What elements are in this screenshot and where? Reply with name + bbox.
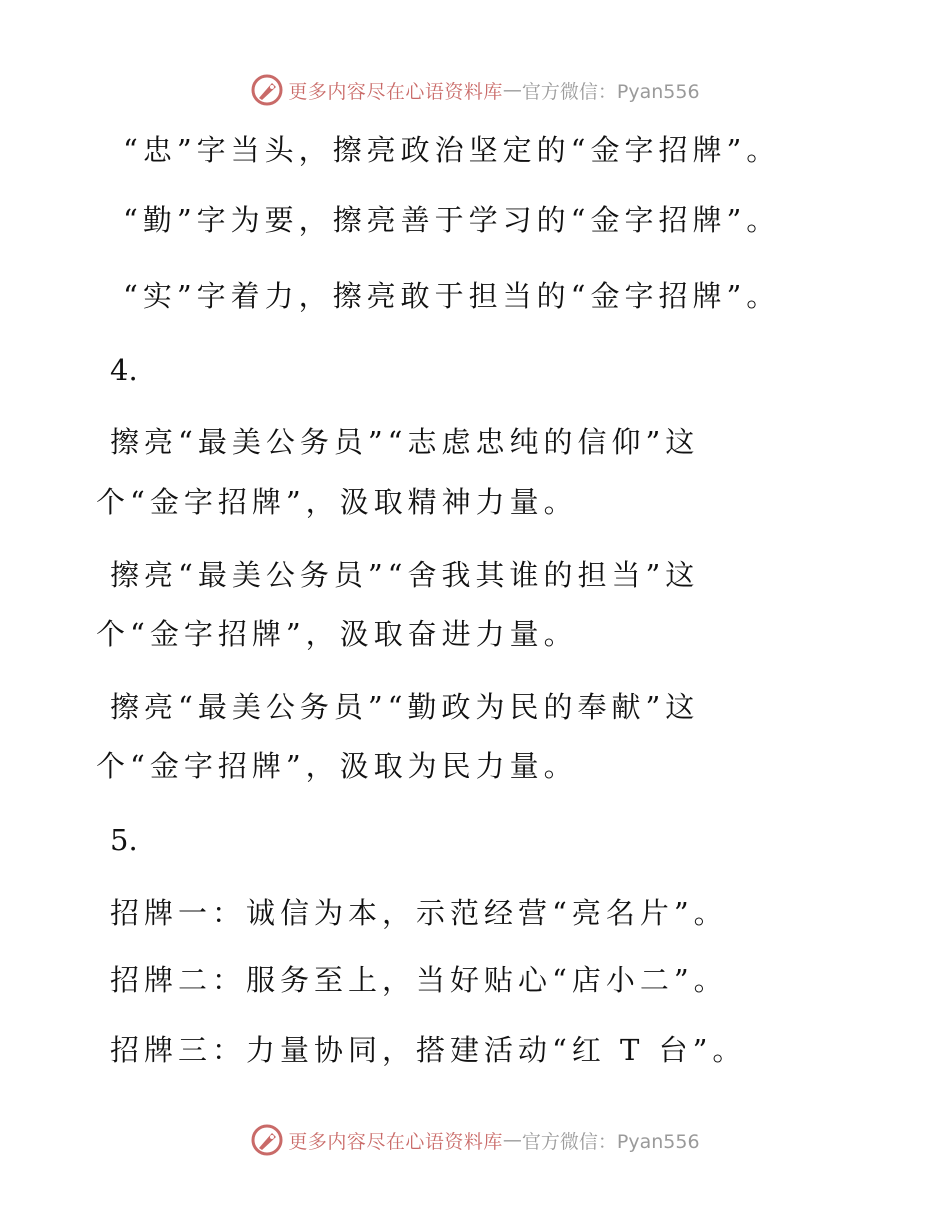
text-line: 招牌三：力量协同，搭建活动“红 T 台”。 <box>110 1033 747 1067</box>
pen-nib-logo-icon <box>250 73 284 107</box>
text-line: 擦亮“最美公务员”“志虑忠纯的信仰”这 <box>110 425 700 459</box>
watermark-separator: — <box>502 79 522 101</box>
text-line: 个“金字招牌”，汲取精神力量。 <box>96 485 578 519</box>
watermark-contact: 官方微信：Pyan556 <box>521 1130 700 1153</box>
text-line: “实”字着力，擦亮敢于担当的“金字招牌”。 <box>123 279 781 313</box>
text-line: “忠”字当头，擦亮政治坚定的“金字招牌”。 <box>123 133 781 167</box>
text-line: 招牌二：服务至上，当好贴心“店小二”。 <box>110 963 728 997</box>
text-line: 个“金字招牌”，汲取为民力量。 <box>96 749 578 783</box>
watermark-contact: 官方微信：Pyan556 <box>521 80 700 103</box>
header-watermark <box>0 70 950 110</box>
text-line: “勤”字为要，擦亮善于学习的“金字招牌”。 <box>123 203 781 237</box>
section-number: 5. <box>110 823 138 857</box>
text-line: 招牌一：诚信为本，示范经营“亮名片”。 <box>110 896 728 930</box>
watermark-text: 更多内容尽在心语资料库 <box>288 1130 503 1153</box>
section-number: 4. <box>110 353 138 387</box>
footer-watermark <box>0 1120 950 1160</box>
text-line: 擦亮“最美公务员”“舍我其谁的担当”这 <box>110 558 700 592</box>
watermark-text: 更多内容尽在心语资料库 <box>288 80 503 103</box>
watermark-separator: — <box>502 1129 522 1151</box>
text-line: 个“金字招牌”，汲取奋进力量。 <box>96 617 578 651</box>
text-line: 擦亮“最美公务员”“勤政为民的奉献”这 <box>110 690 700 724</box>
pen-nib-logo-icon <box>250 1123 284 1157</box>
